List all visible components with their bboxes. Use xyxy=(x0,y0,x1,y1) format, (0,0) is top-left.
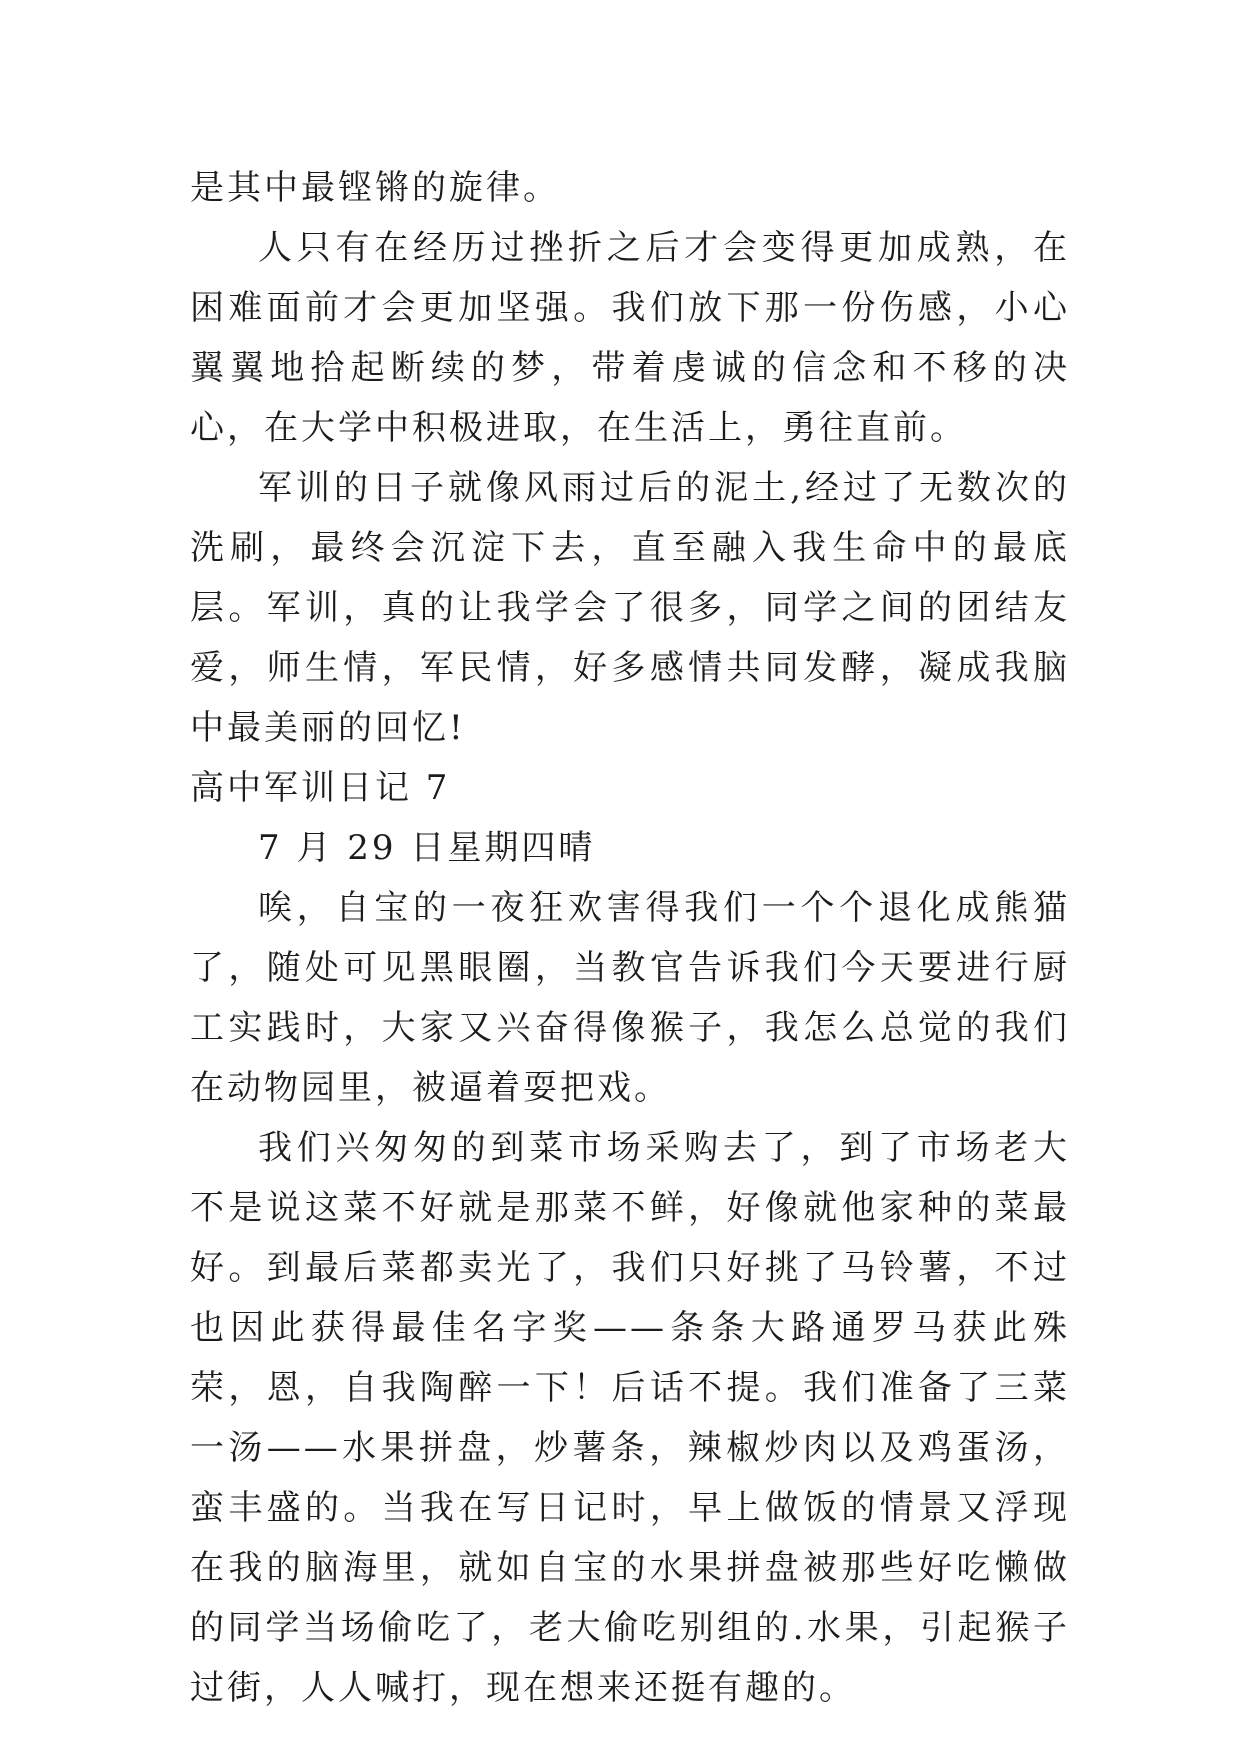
document-body xyxy=(190,158,1070,1718)
paragraph-continuation: 是其中最铿锵的旋律。 xyxy=(190,168,560,208)
paragraph-growth: 人只有在经历过挫折之后才会变得更加成熟，在困难面前才会更加坚强。我们放下那一份伤感，小心翼翼地拾起断续的梦，带着虔诚的信念和不移的决心，在大学中积极进取，在生活上，勇往直前。 xyxy=(190,228,1070,448)
diary-date-line: 7 月 29 日星期四晴 xyxy=(258,828,596,868)
paragraph-market-cooking: 我们兴匆匆的到菜市场采购去了，到了市场老大不是说这菜不好就是那菜不鲜，好像就他家种的菜最好。到最后菜都卖光了，我们只好挑了马铃薯，不过也因此获得最佳名字奖——条条大路通罗马获此殊荣，恩，自我陶醉一下！后话不提。我们准备了三菜一汤——水果拼盘，炒薯条，辣椒炒肉以及鸡蛋汤，蛮丰盛的。当我在写日记时，早上做饭的情景又浮现在我的脑海里，就如自宝的水果拼盘被那些好吃懒做的同学当场偷吃了，老大偷吃别组的.水果，引起猴子过街，人人喊打，现在想来还挺有趣的。 xyxy=(190,1128,1070,1708)
paragraph-military-training-memory: 军训的日子就像风雨过后的泥土,经过了无数次的洗刷，最终会沉淀下去，直至融入我生命中的最底层。军训，真的让我学会了很多，同学之间的团结友爱，师生情，军民情，好多感情共同发酵，凝成我脑中最美丽的回忆! xyxy=(190,468,1070,748)
paragraph-panda-eyes: 唉，自宝的一夜狂欢害得我们一个个退化成熊猫了，随处可见黑眼圈，当教官告诉我们今天要进行厨工实践时，大家又兴奋得像猴子，我怎么总觉的我们在动物园里，被逼着耍把戏。 xyxy=(190,888,1070,1108)
diary-heading: 高中军训日记 7 xyxy=(190,768,451,808)
